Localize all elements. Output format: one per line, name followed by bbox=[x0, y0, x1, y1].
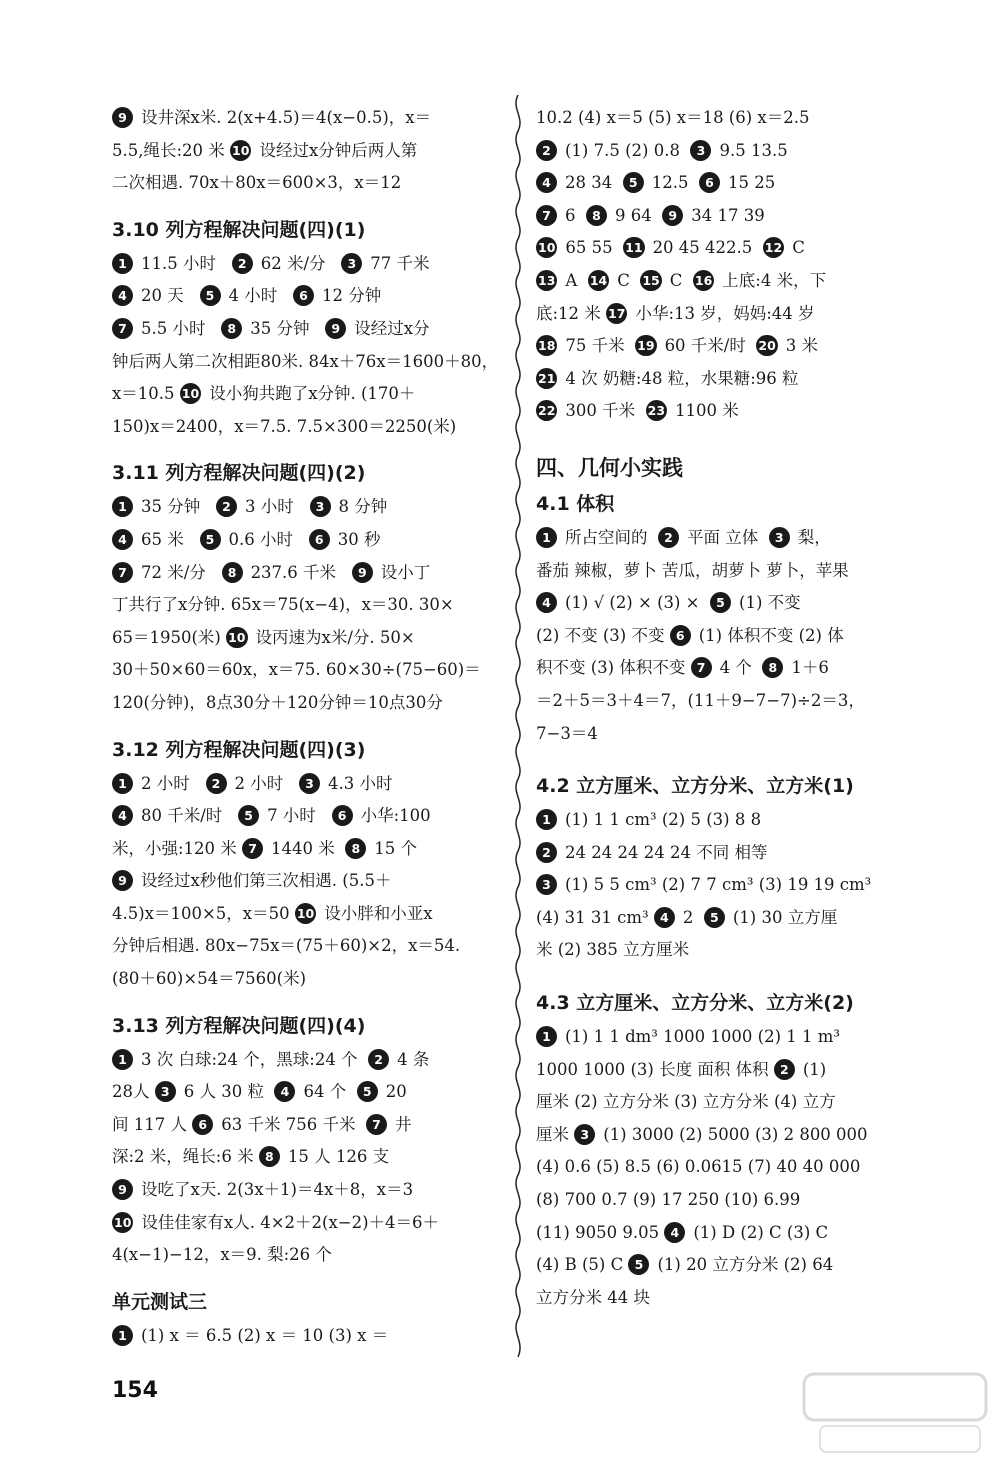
answer-text: 9 64 bbox=[615, 205, 652, 225]
question-number: 3 bbox=[769, 527, 790, 548]
question-number: 1 bbox=[112, 1049, 133, 1070]
question-number: 10 bbox=[536, 237, 557, 258]
answer-text: 番茄 辣椒，萝卜 苦瓜，胡萝卜 萝卜，苹果 bbox=[536, 560, 849, 580]
answer-text: 24 24 24 24 24 不同 相等 bbox=[565, 842, 768, 862]
answer-text: 4(x−1)−12，x＝9. 梨:26 个 bbox=[112, 1245, 332, 1265]
answer-text: 6 人 30 粒 bbox=[183, 1082, 264, 1102]
question-number: 6 bbox=[309, 529, 330, 550]
answer-text: 小华:13 岁，妈妈:44 岁 bbox=[635, 303, 815, 323]
answer-text: 厘米 (2) 立方分米 (3) 立方分米 (4) 立方 bbox=[536, 1092, 836, 1112]
answer-line bbox=[536, 363, 922, 396]
question-number: 1 bbox=[112, 253, 133, 274]
answer-line bbox=[112, 248, 500, 281]
question-number: 8 bbox=[259, 1146, 280, 1167]
answer-line bbox=[536, 902, 922, 935]
answer-text: (4) B (5) C bbox=[536, 1255, 629, 1275]
answer-text: (1) 不变 bbox=[739, 593, 801, 613]
question-number: 4 bbox=[664, 1222, 685, 1243]
answer-text: 4 条 bbox=[397, 1049, 430, 1069]
answer-line bbox=[112, 1109, 500, 1142]
answer-line bbox=[536, 330, 922, 363]
answer-text: 设小胖和小亚x bbox=[324, 903, 433, 923]
answer-text: 3 次 白球:24 个，黑球:24 个 bbox=[141, 1049, 358, 1069]
answer-text: 5.5,绳长:20 米 bbox=[112, 140, 231, 160]
question-number: 2 bbox=[774, 1059, 795, 1080]
question-number: 1 bbox=[112, 1325, 133, 1346]
answer-text: 底:12 米 bbox=[536, 303, 607, 323]
answer-line bbox=[112, 1044, 500, 1077]
answer-line bbox=[112, 135, 500, 168]
question-number: 23 bbox=[646, 400, 667, 421]
answer-text: 300 千米 bbox=[565, 401, 636, 421]
answer-text: (1) 体积不变 (2) 体 bbox=[698, 625, 844, 645]
question-number: 10 bbox=[112, 1212, 133, 1233]
answer-text: 60 千米/时 bbox=[664, 336, 746, 356]
answer-text: 15 25 bbox=[728, 173, 776, 193]
answer-line bbox=[536, 620, 922, 653]
answer-text: 30 秒 bbox=[337, 529, 381, 549]
section-heading: 3.12 列方程解决问题(四)(3) bbox=[112, 738, 366, 761]
answer-text: 150)x＝2400，x＝7.5. 7.5×300＝2250(米) bbox=[112, 416, 457, 436]
question-number: 10 bbox=[230, 140, 251, 161]
answer-text: 设井深x米. 2(x+4.5)＝4(x−0.5)，x＝ bbox=[141, 108, 432, 127]
answer-line bbox=[112, 411, 500, 444]
answer-line bbox=[536, 135, 922, 168]
answer-text: (1) √ (2) × (3) × bbox=[565, 593, 700, 613]
answer-line bbox=[536, 652, 922, 685]
question-number: 10 bbox=[180, 383, 201, 404]
answer-text: 77 千米 bbox=[370, 253, 430, 273]
question-number: 22 bbox=[536, 400, 557, 421]
answer-text: (8) 700 0.7 (9) 17 250 (10) 6.99 bbox=[536, 1190, 801, 1210]
question-number: 15 bbox=[640, 270, 661, 291]
answer-text: 间 117 人 bbox=[112, 1114, 193, 1134]
answer-text: 设经过x秒他们第三次相遇. (5.5＋ bbox=[141, 871, 392, 891]
answer-text: (4) 31 31 cm³ bbox=[536, 907, 654, 927]
answer-line bbox=[112, 930, 500, 963]
answer-text: (1) 1 1 cm³ (2) 5 (3) 8 8 bbox=[565, 810, 762, 830]
question-number: 5 bbox=[238, 805, 259, 826]
question-number: 2 bbox=[536, 842, 557, 863]
question-number: 6 bbox=[192, 1114, 213, 1135]
answer-text: 5.5 小时 bbox=[141, 318, 206, 338]
answer-text: 小华:100 bbox=[360, 806, 431, 826]
answer-line bbox=[536, 1217, 922, 1250]
answer-text: ＝2＋5＝3＋4＝7，(11＋9−7−7)÷2＝3， bbox=[536, 690, 865, 710]
question-number: 1 bbox=[112, 773, 133, 794]
section-heading: 4.3 立方厘米、立方分米、立方米(2) bbox=[536, 992, 854, 1015]
answer-line bbox=[112, 102, 500, 135]
answer-text: (1) bbox=[802, 1059, 827, 1079]
answer-text: 井 bbox=[394, 1114, 412, 1134]
question-number: 10 bbox=[295, 903, 316, 924]
question-number: 7 bbox=[112, 562, 133, 583]
question-number: 19 bbox=[635, 335, 656, 356]
answer-text: 12 分钟 bbox=[322, 286, 382, 306]
answer-line bbox=[536, 298, 922, 331]
answer-line bbox=[536, 1249, 922, 1282]
question-number: 2 bbox=[536, 140, 557, 161]
answer-text: 80 千米/时 bbox=[141, 806, 223, 826]
question-number: 1 bbox=[112, 496, 133, 517]
question-number: 21 bbox=[536, 368, 557, 389]
answer-text: (4) 0.6 (5) 8.5 (6) 0.0615 (7) 40 40 000 bbox=[536, 1157, 861, 1177]
answer-text: 237.6 千米 bbox=[250, 562, 337, 582]
watermark-logo bbox=[800, 1368, 990, 1458]
answer-line bbox=[112, 1174, 500, 1207]
answer-text: 4.5)x＝100×5，x＝50 bbox=[112, 903, 295, 923]
question-number: 14 bbox=[588, 270, 609, 291]
answer-line bbox=[112, 865, 500, 898]
answer-text: 设吃了x天. 2(3x＋1)＝4x＋8，x＝3 bbox=[141, 1180, 414, 1200]
question-number: 9 bbox=[325, 318, 346, 339]
answer-text: 设丙速为x米/分. 50× bbox=[255, 627, 415, 647]
answer-text: 梨， bbox=[797, 527, 831, 547]
answer-line bbox=[536, 555, 922, 588]
answer-line bbox=[536, 1184, 922, 1217]
answer-text: (1) 1 1 dm³ 1000 1000 (2) 1 1 m³ bbox=[565, 1027, 841, 1047]
question-number: 3 bbox=[341, 253, 362, 274]
answer-text: 65 55 bbox=[565, 238, 613, 258]
question-number: 8 bbox=[221, 318, 242, 339]
answer-text: 72 米/分 bbox=[141, 562, 206, 582]
question-number: 9 bbox=[112, 870, 133, 891]
question-number: 1 bbox=[536, 809, 557, 830]
answer-text: 20 bbox=[385, 1082, 407, 1102]
answer-text: (1) 20 立方分米 (2) 64 bbox=[657, 1255, 834, 1275]
answer-text: 平面 立体 bbox=[687, 527, 759, 547]
question-number: 4 bbox=[112, 285, 133, 306]
answer-line bbox=[112, 313, 500, 346]
answer-line bbox=[112, 768, 500, 801]
answer-text: 4 小时 bbox=[228, 286, 278, 306]
answer-text: 2 bbox=[682, 907, 694, 927]
question-number: 4 bbox=[654, 907, 675, 928]
answer-text: 设小丁 bbox=[380, 562, 431, 582]
question-number: 1 bbox=[536, 527, 557, 548]
question-number: 6 bbox=[699, 172, 720, 193]
answer-text: 20 45 422.5 bbox=[652, 238, 753, 258]
question-number: 8 bbox=[222, 562, 243, 583]
answer-text: 3 米 bbox=[785, 336, 819, 356]
answer-text: (1) 7.5 (2) 0.8 bbox=[565, 140, 680, 160]
answer-text: 62 米/分 bbox=[260, 253, 326, 273]
answer-text: C bbox=[792, 238, 805, 258]
question-number: 3 bbox=[299, 773, 320, 794]
question-number: 5 bbox=[357, 1081, 378, 1102]
answer-text: 2 小时 bbox=[234, 773, 284, 793]
question-number: 18 bbox=[536, 335, 557, 356]
answer-line bbox=[112, 622, 500, 655]
answer-text: 120(分钟)，8点30分＋120分钟＝10点30分 bbox=[112, 692, 443, 712]
answer-line bbox=[112, 280, 500, 313]
section-heading: 单元测试三 bbox=[112, 1290, 208, 1313]
answer-text: 4 个 bbox=[719, 658, 752, 678]
question-number: 8 bbox=[345, 838, 366, 859]
chapter-heading: 四、几何小实践 bbox=[536, 455, 683, 480]
answer-line bbox=[112, 589, 500, 622]
question-number: 4 bbox=[112, 805, 133, 826]
answer-text: 0.6 小时 bbox=[228, 529, 293, 549]
answer-text: 立方分米 44 块 bbox=[536, 1287, 650, 1307]
question-number: 13 bbox=[536, 270, 557, 291]
question-number: 6 bbox=[670, 625, 691, 646]
answer-line bbox=[536, 685, 922, 718]
answer-text: 2 小时 bbox=[141, 773, 190, 793]
answer-text: 深:2 米，绳长:6 米 bbox=[112, 1147, 259, 1167]
question-number: 5 bbox=[628, 1254, 649, 1275]
question-number: 9 bbox=[112, 1179, 133, 1200]
answer-line bbox=[112, 654, 500, 687]
answer-line bbox=[536, 1086, 922, 1119]
answer-text: 65 米 bbox=[141, 529, 184, 549]
question-number: 8 bbox=[762, 657, 783, 678]
answer-text: 10.2 (4) x＝5 (5) x＝18 (6) x＝2.5 bbox=[536, 108, 810, 127]
question-number: 17 bbox=[606, 303, 627, 324]
question-number: 3 bbox=[310, 496, 331, 517]
answer-line bbox=[112, 557, 500, 590]
answer-text: 设佳佳家有x人. 4×2＋2(x−2)＋4＝6＋ bbox=[141, 1212, 440, 1232]
answer-text: 9.5 13.5 bbox=[719, 140, 788, 160]
question-number: 5 bbox=[710, 592, 731, 613]
answer-text: x＝10.5 bbox=[112, 384, 180, 404]
question-number: 9 bbox=[352, 562, 373, 583]
answer-line bbox=[536, 1054, 922, 1087]
answer-text: 6 bbox=[565, 205, 576, 225]
answer-text: (1) 5 5 cm³ (2) 7 7 cm³ (3) 19 19 cm³ bbox=[565, 875, 872, 895]
answer-text: 34 17 39 bbox=[691, 205, 765, 225]
answer-line bbox=[536, 522, 922, 555]
answer-text: 12.5 bbox=[651, 173, 689, 193]
answer-line bbox=[112, 1207, 500, 1240]
answer-line bbox=[112, 524, 500, 557]
answer-text: 厘米 bbox=[536, 1124, 575, 1144]
question-number: 4 bbox=[112, 529, 133, 550]
answer-text: 丁共行了x分钟. 65x＝75(x−4)，x＝30. 30× bbox=[112, 595, 454, 615]
answer-line bbox=[536, 265, 922, 298]
answer-line bbox=[536, 718, 922, 751]
answer-text: 35 分钟 bbox=[141, 497, 201, 517]
question-number: 9 bbox=[112, 107, 133, 128]
answer-text: 7−3＝4 bbox=[536, 723, 598, 743]
question-number: 2 bbox=[232, 253, 253, 274]
right-column bbox=[536, 102, 922, 1314]
answer-text: 分钟后相遇. 80x−75x＝(75＋60)×2，x＝54. bbox=[112, 936, 461, 956]
answer-line bbox=[536, 1282, 922, 1315]
answer-line bbox=[112, 963, 500, 996]
answer-text: 11.5 小时 bbox=[141, 253, 216, 273]
answer-line bbox=[112, 1076, 500, 1109]
question-number: 11 bbox=[623, 237, 644, 258]
answer-line bbox=[112, 800, 500, 833]
question-number: 7 bbox=[691, 657, 712, 678]
question-number: 7 bbox=[536, 205, 557, 226]
answer-text: (1) x ＝ 6.5 (2) x ＝ 10 (3) x ＝ bbox=[141, 1325, 389, 1345]
question-number: 3 bbox=[155, 1081, 176, 1102]
question-number: 6 bbox=[293, 285, 314, 306]
answer-text: 35 分钟 bbox=[250, 318, 310, 338]
answer-line bbox=[112, 833, 500, 866]
answer-text: (11) 9050 9.05 bbox=[536, 1222, 665, 1242]
answer-line bbox=[112, 898, 500, 931]
answer-line bbox=[112, 687, 500, 720]
question-number: 4 bbox=[536, 592, 557, 613]
answer-text: A bbox=[565, 270, 578, 290]
question-number: 7 bbox=[112, 318, 133, 339]
answer-text: (2) 不变 (3) 不变 bbox=[536, 625, 670, 645]
question-number: 12 bbox=[763, 237, 784, 258]
answer-text: 64 个 bbox=[303, 1082, 347, 1102]
answer-line bbox=[536, 395, 922, 428]
section-heading: 4.2 立方厘米、立方分米、立方米(1) bbox=[536, 775, 854, 798]
answer-text: 1＋6 bbox=[791, 658, 829, 678]
question-number: 3 bbox=[536, 874, 557, 895]
answer-text: C bbox=[617, 270, 630, 290]
answer-line bbox=[536, 200, 922, 233]
answer-text: 1100 米 bbox=[675, 401, 739, 421]
answer-line bbox=[536, 804, 922, 837]
answer-line bbox=[536, 934, 922, 967]
answer-text: 设小狗共跑了x分钟. (170＋ bbox=[209, 384, 416, 404]
answer-text: 4 次 奶糖:48 粒，水果糖:96 粒 bbox=[565, 368, 799, 388]
left-column bbox=[112, 102, 500, 1352]
answer-text: (1) 3000 (2) 5000 (3) 2 800 000 bbox=[603, 1124, 868, 1144]
answer-text: C bbox=[669, 270, 683, 290]
section-heading: 3.11 列方程解决问题(四)(2) bbox=[112, 462, 366, 485]
answer-text: 8 分钟 bbox=[338, 497, 388, 517]
answer-text: 20 天 bbox=[141, 286, 184, 306]
answer-line bbox=[112, 1141, 500, 1174]
answer-line bbox=[536, 837, 922, 870]
answer-line bbox=[536, 1021, 922, 1054]
answer-line bbox=[112, 167, 500, 200]
section-heading: 4.1 体积 bbox=[536, 492, 615, 515]
question-number: 6 bbox=[332, 805, 353, 826]
question-number: 10 bbox=[226, 627, 247, 648]
question-number: 2 bbox=[206, 773, 227, 794]
question-number: 20 bbox=[756, 335, 777, 356]
answer-line bbox=[536, 167, 922, 200]
answer-line bbox=[536, 102, 922, 135]
answer-line bbox=[112, 346, 500, 379]
question-number: 5 bbox=[200, 529, 221, 550]
question-number: 4 bbox=[536, 172, 557, 193]
page-number: 154 bbox=[112, 1378, 158, 1403]
answer-text: 设经过x分钟后两人第 bbox=[259, 140, 418, 160]
answer-text: (80＋60)×54＝7560(米) bbox=[112, 969, 307, 989]
question-number: 7 bbox=[242, 838, 263, 859]
question-number: 5 bbox=[200, 285, 221, 306]
answer-text: 1000 1000 (3) 长度 面积 体积 bbox=[536, 1059, 774, 1079]
answer-line bbox=[536, 587, 922, 620]
question-number: 7 bbox=[366, 1114, 387, 1135]
answer-text: 15 个 bbox=[374, 838, 418, 858]
section-heading: 3.10 列方程解决问题(四)(1) bbox=[112, 218, 366, 241]
answer-text: 米 (2) 385 立方厘米 bbox=[536, 940, 690, 960]
answer-text: 上底:4 米，下 bbox=[722, 270, 827, 290]
answer-text: 二次相遇. 70x＋80x＝600×3，x＝12 bbox=[112, 173, 402, 193]
question-number: 2 bbox=[368, 1049, 389, 1070]
answer-text: 75 千米 bbox=[565, 336, 625, 356]
question-number: 1 bbox=[536, 1026, 557, 1047]
question-number: 16 bbox=[693, 270, 714, 291]
question-number: 8 bbox=[586, 205, 607, 226]
question-number: 5 bbox=[704, 907, 725, 928]
question-number: 5 bbox=[623, 172, 644, 193]
question-number: 3 bbox=[690, 140, 711, 161]
answer-text: (1) D (2) C (3) C bbox=[693, 1222, 829, 1242]
answer-text: 3 小时 bbox=[245, 497, 294, 517]
section-heading: 3.13 列方程解决问题(四)(4) bbox=[112, 1014, 366, 1037]
answer-text: (1) 30 立方厘 bbox=[732, 907, 838, 927]
answer-line bbox=[112, 491, 500, 524]
answer-text: 28人 bbox=[112, 1082, 155, 1102]
answer-text: 30＋50×60＝60x，x＝75. 60×30÷(75−60)＝ bbox=[112, 660, 481, 680]
answer-line bbox=[536, 1151, 922, 1184]
question-number: 4 bbox=[274, 1081, 295, 1102]
answer-line bbox=[112, 1320, 500, 1353]
answer-line bbox=[536, 869, 922, 902]
answer-text: 4.3 小时 bbox=[328, 773, 393, 793]
answer-line bbox=[112, 1239, 500, 1272]
question-number: 2 bbox=[216, 496, 237, 517]
answer-text: 63 千米 756 千米 bbox=[221, 1114, 356, 1134]
answer-text: 所占空间的 bbox=[565, 527, 648, 547]
answer-line bbox=[536, 232, 922, 265]
answer-line bbox=[112, 378, 500, 411]
question-number: 3 bbox=[574, 1124, 595, 1145]
question-number: 2 bbox=[658, 527, 679, 548]
answer-text: 米，小强:120 米 bbox=[112, 838, 243, 858]
answer-line bbox=[536, 1119, 922, 1152]
answer-text: 设经过x分 bbox=[354, 318, 430, 338]
answer-text: 积不变 (3) 体积不变 bbox=[536, 658, 691, 678]
answer-text: 15 人 126 支 bbox=[287, 1147, 390, 1167]
column-divider bbox=[508, 95, 528, 1357]
question-number: 9 bbox=[662, 205, 683, 226]
answer-text: 28 34 bbox=[565, 173, 613, 193]
answer-text: 1440 米 bbox=[271, 838, 335, 858]
answer-text: 钟后两人第二次相距80米. 84x＋76x＝1600＋80， bbox=[112, 351, 499, 371]
answer-text: 65＝1950(米) bbox=[112, 627, 227, 647]
answer-text: 7 小时 bbox=[267, 806, 316, 826]
